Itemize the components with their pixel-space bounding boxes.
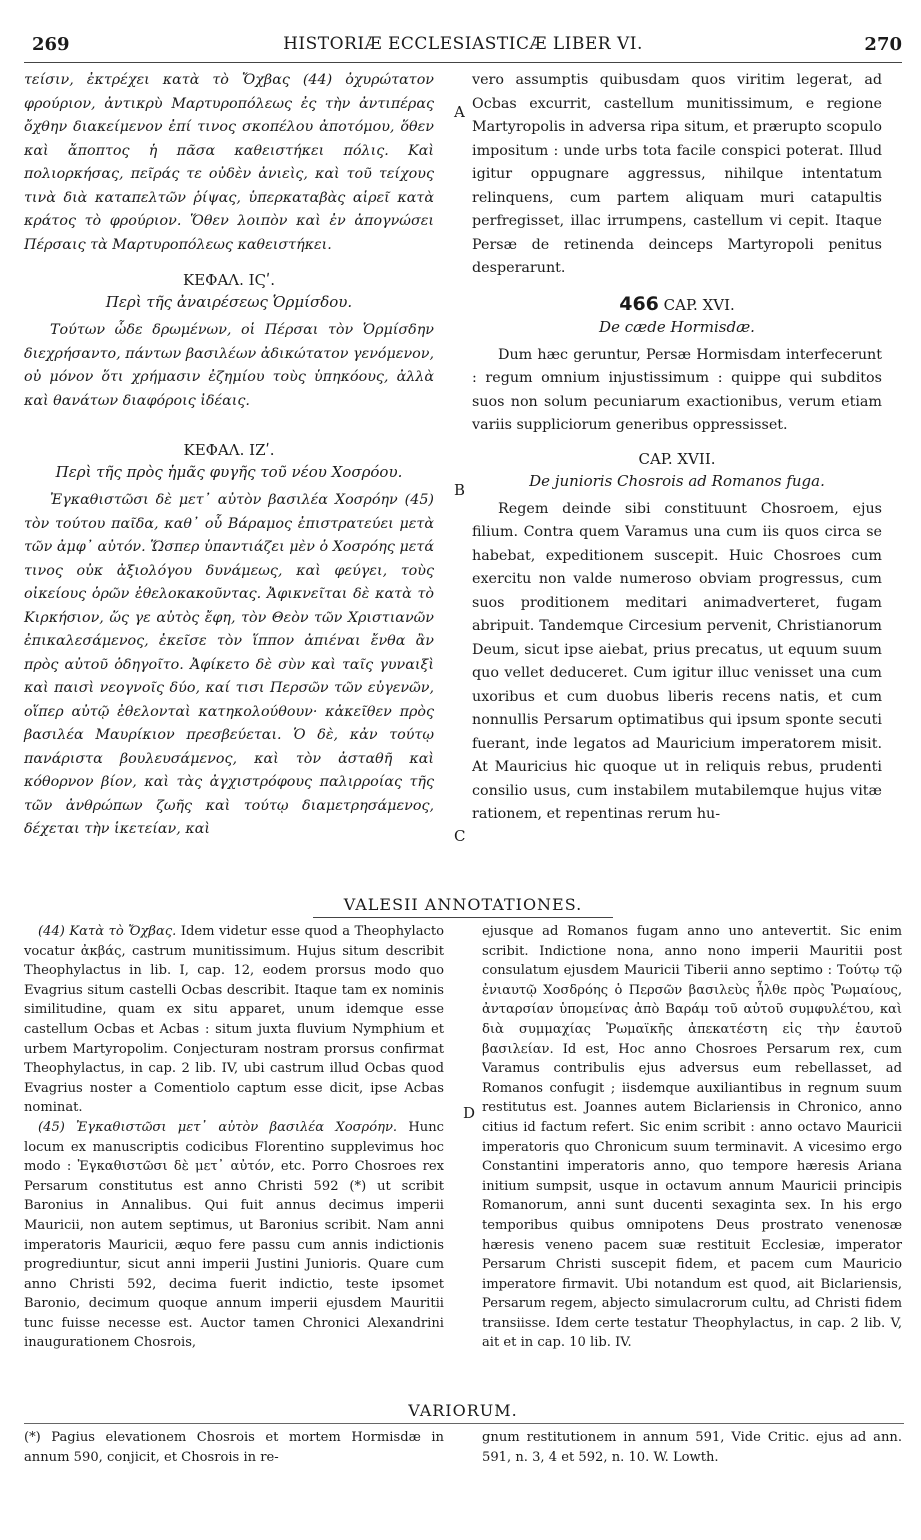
latin-intro: vero assumptis quibusdam quos viritim legerat, ad Ocbas excurrit, castellum munitissimum, e regione Martyropolis in adversa ripa situm, et prærupto scopulo impositum : unde urbs tota facile conspici poterat. Illud igitur oppugnare aggressus, nihilque intentatum relinquens, cum partem aliquam muri catapultis perfregisset, illac irrumpens, castellum vi cepit. Itaque Persæ de retinenda deinceps Martyropoli penitus desperarunt. bbox=[472, 72, 882, 276]
variorum-title: VARIORUM. bbox=[408, 1401, 518, 1420]
latin-column bbox=[472, 69, 882, 827]
latin-chapter-17-heading: CAP. XVII. bbox=[638, 449, 716, 468]
page bbox=[24, 28, 902, 1474]
note-44-lemma: (44) Κατὰ τὸ Ὄχβας. bbox=[38, 924, 177, 939]
greek-chapter-16-text: Τούτων ὧδε δρωμένων, οἱ Πέρσαι τὸν Ὁρμίσδην διεχρήσαντο, πάντων βασιλέων ἀδικώτατον γενόμενον, οὐ μόνον ὅτι χρήμασιν ἐζημίου τοὺς ὑπηκόους, ἀλλὰ καὶ θανάτων διαφόροις ἰδέαις. bbox=[24, 322, 434, 409]
page-number-right: 270 bbox=[864, 34, 902, 55]
annotations-right-column bbox=[482, 922, 902, 1353]
variorum-left-text: (*) Pagius elevationem Chosrois et mortem Hormisdæ in annum 590, conjicit, et Chosrois in re- bbox=[24, 1430, 444, 1465]
running-head bbox=[24, 28, 902, 63]
greek-chapter-17-title: Περὶ τῆς πρὸς ἡμᾶς φυγῆς τοῦ νέου Χοσρόου. bbox=[55, 463, 403, 481]
latin-chapter-17-title: De junioris Chosrois ad Romanos fuga. bbox=[529, 471, 825, 490]
note-44-text: Idem videtur esse quod a Theophylacto vocatur ἀκβάς, castrum munitissimum. Hujus situm describit Theophylactus in lib. I, cap. 12, eodem prorsus modo quo Evagrius situm castelli Ocbas describit. Itaque tam ex nominis similitudine, quam ex situ apparet, unum idemque esse castellum Ocbas et Acbas : situm juxta fluvium Nymphium et urbem Martyropolim. Conjecturam nostram prorsus confirmat Theophylactus, in cap. 2 lib. IV, ubi castrum illud Ocbas quod Evagrius noster a Comentiolo captum esse dicit, ipse Acbas nominat. bbox=[24, 924, 444, 1116]
marginal-number: 466 bbox=[619, 292, 659, 315]
latin-chapter-16-heading bbox=[472, 293, 882, 316]
greek-chapter-16-heading: ΚΕΦΑΛ. ΙϚʹ. bbox=[183, 271, 275, 289]
annotations bbox=[24, 918, 902, 1393]
greek-chapter-17-text: Ἐγκαθιστῶσι δὲ μετ᾽ αὐτὸν βασιλέα Χοσρόην (45) τὸν τούτου παῖδα, καθ᾽ οὗ Βάραμος ἐπιστρατεύει μετὰ τῶν ἀμφ᾽ αὐτόν. Ὥσπερ ὑπαντιάζει μὲν ὁ Χοσρόης μετά τινος οὐκ ἀξιολόγου δυνάμεως, καὶ φεύγει, τοὺς οἰκείους ὁρῶν ἐθελοκακοῦντας. Ἀφικνεῖται δὲ κατὰ τὸ Κιρκήσιον, ὥς γε αὐτὸς ἔφη, τὸν Θεὸν τῶν Χριστιανῶν ἐπικαλεσάμενος, ἐκεῖσε τὸν ἵππον ἀπιέναι ἔνθα ἂν πρὸς αὐτοῦ ὁδηγοῖτο. Ἀφίκετο δὲ σὺν καὶ ταῖς γυναιξὶ καὶ παισὶ νεογνοῖς δύο, καί τισι Περσῶν τῶν εὐγενῶν, οἵπερ αὐτῷ ἐθελονταὶ κατηκολούθουν· κἀκεῖθεν πρὸς βασιλέα Μαυρίκιον πρεσβεύεται. Ὁ δὲ, κἀν τούτῳ πανάριστα βουλευσάμενος, καὶ τὸν ἀσταθῆ καὶ κόθορνον βίον, καὶ τὰς ἀγχιστρόφους παλιρροίας τῆς τῶν ἀνθρώπων ζωῆς καὶ τούτῳ διαμετρησάμενος, δέχεται τὴν ἱκετείαν, καὶ bbox=[24, 492, 434, 837]
greek-column bbox=[24, 69, 434, 842]
greek-chapter-17-heading: ΚΕΦΑΛ. ΙΖʹ. bbox=[183, 441, 275, 459]
annotations-title: VALESII ANNOTATIONES. bbox=[313, 893, 613, 918]
annotations-left-column bbox=[24, 922, 444, 1353]
note-45-text: Hunc locum ex manuscriptis codicibus Florentino supplevimus hoc modo : Ἐγκαθιστῶσι δὲ μετ᾽ αὐτόν, etc. Porro Chosroes rex Persarum constitutus est anno Christi 592 (*) ut scribit Baronius in Annalibus. Qui fuit annus decimus imperii Mauricii, non autem septimus, ut Baronius scribit. Nam anni imperatoris Mauricii, æquo fere passu cum annis indictionis progrediuntur, sicut anni imperii Justini Junioris. Quare cum anno Christi 592, decima fuerit indictio, teste ipsomet Baronio, decimum quoque annum imperii ejusdem Mauritii tunc fuisse necesse est. Auctor tamen Chronici Alexandrini inaugurationem Chosrois, bbox=[24, 1119, 444, 1351]
latin-chapter-17-text: Regem deinde sibi constituunt Chosroem, ejus filium. Contra quem Varamus una cum iis quos circa se habebat, expeditionem suscepit. Huic Chosroes cum exercitu non valde numeroso obviam progressus, cum suos proditionem meditari animadverteret, fugam abripuit. Tandemque Circesium pervenit, Christianorum Deum, sicut ipse aiebat, prius precatus, ut equum suum quo vellet deduceret. Cum igitur illuc venisset una cum uxoribus et cum duobus liberis recens natis, et cum nonnullis Persarum optimatibus qui ipsum sponte secuti fuerant, inde legatos ad Mauricium imperatorem misit. At Mauricius hic quoque ut in reliquis rebus, prudenti consilio usus, cum instabilem mutabilemque hujus vitæ rationem, et repentinas rerum hu- bbox=[472, 500, 882, 822]
margin-marker-a: A bbox=[454, 103, 465, 121]
variorum-left-column bbox=[24, 1428, 444, 1467]
greek-intro: τείσιν, ἐκτρέχει κατὰ τὸ Ὄχβας (44) ὀχυρώτατον φρούριον, ἀντικρὺ Μαρτυροπόλεως ἐς τὴν ἀντιπέρας ὄχθην διακείμενον ἐπί τινος σκοπέλου ἀποτόμου, ὅθεν καὶ ἄποπτος ἡ πᾶσα καθειστήκει πόλις. Καὶ πολιορκήσας, πεῖράς τε οὐδὲν ἀνιεὶς, καὶ τοῦ τείχους τινὰ διὰ καταπελτῶν ῥίψας, ὑπερκαταβὰς αἱρεῖ κατὰ κράτος τὸ φρούριον. Ὅθεν λοιπὸν καὶ ἐν ἀπογνώσει Πέρσαις τὰ Μαρτυροπόλεως καθειστήκει. bbox=[24, 72, 434, 253]
note-44 bbox=[24, 922, 444, 1118]
greek-chapter-16-title: Περὶ τῆς ἀναιρέσεως Ὁρμίσδου. bbox=[105, 293, 353, 311]
margin-marker-c: C bbox=[454, 827, 466, 845]
latin-chapter-16-title: De cæde Hormisdæ. bbox=[599, 317, 755, 336]
margin-marker-d: D bbox=[463, 1104, 476, 1122]
variorum-right-text: gnum restitutionem in annum 591, Vide Critic. ejus ad ann. 591, n. 3, 4 et 592, n. 10. W. Lowth. bbox=[482, 1430, 902, 1465]
running-title: HISTORIÆ ECCLESIASTICÆ LIBER VI. bbox=[283, 34, 643, 54]
note-45-lemma: (45) Ἐγκαθιστῶσι μετ᾽ αὐτὸν βασιλέα Χοσρόην. bbox=[38, 1119, 398, 1135]
main-text bbox=[24, 63, 902, 893]
note-45 bbox=[24, 1118, 444, 1353]
variorum-notes bbox=[24, 1423, 904, 1474]
latin-chapter-16-label: CAP. XVI. bbox=[663, 295, 735, 314]
margin-marker-b: B bbox=[454, 481, 466, 499]
page-number-left: 269 bbox=[32, 34, 70, 55]
note-45-continued: ejusque ad Romanos fugam anno uno antevertit. Sic enim scribit. Indictione nona, anno nono imperii Mauritii post consulatum ejusdem Mauricii Tiberii anno septimo : Τούτῳ τῷ ἐνιαυτῷ Χοσδρόης ὁ Περσῶν βασιλεὺς ἦλθε πρὸς Ῥωμαίους, ἀνταρσίαν ὑπομείνας ἀπὸ Βαράμ τοῦ αὐτοῦ συμφυλέτου, καὶ διὰ συμμαχίας Ῥωμαϊκῆς ἀπεκατέστη εἰς τὴν ἑαυτοῦ βασιλείαν. Id est, Hoc anno Chosroes Persarum rex, cum Varamus contribulis ejus adversus eum rebellasset, ad Romanos confugit ; iisdemque auxiliantibus in regnum suum restitutus est. Joannes autem Biclariensis in Chronico, anno citius id factum refert. Sic enim scribit : anno octavo Mauricii imperatoris quo Chronicum suum terminavit. A vicesimo ergo Constantini imperatoris anno, quo tempore hæresis Ariana initium sumpsit, usque in octavum annum Mauricii principis Romanorum, anni sunt ducenti sexaginta sex. In his ergo temporibus quibus omnipotens Deus prostrato venenosæ hæresis veneno pacem suæ restituit Ecclesiæ, imperator Persarum Christi suscepit fidem, et pacem cum Mauricio imperatore firmavit. Ubi notandum est quod, ait Biclariensis, Persarum regem, abjecto simulacrorum cultu, ad Christi fidem transiisse. Idem certe testatur Theophylactus, in cap. 2 lib. V, ait et in cap. 10 lib. IV. bbox=[482, 924, 902, 1351]
latin-chapter-16-text: Dum hæc geruntur, Persæ Hormisdam interfecerunt : regum omnium injustissimum : quippe qui subditos suos non solum pecuniarum exactionibus, verum etiam variis suppliciorum generibus oppressisset. bbox=[472, 346, 882, 433]
variorum-right-column bbox=[482, 1428, 902, 1467]
